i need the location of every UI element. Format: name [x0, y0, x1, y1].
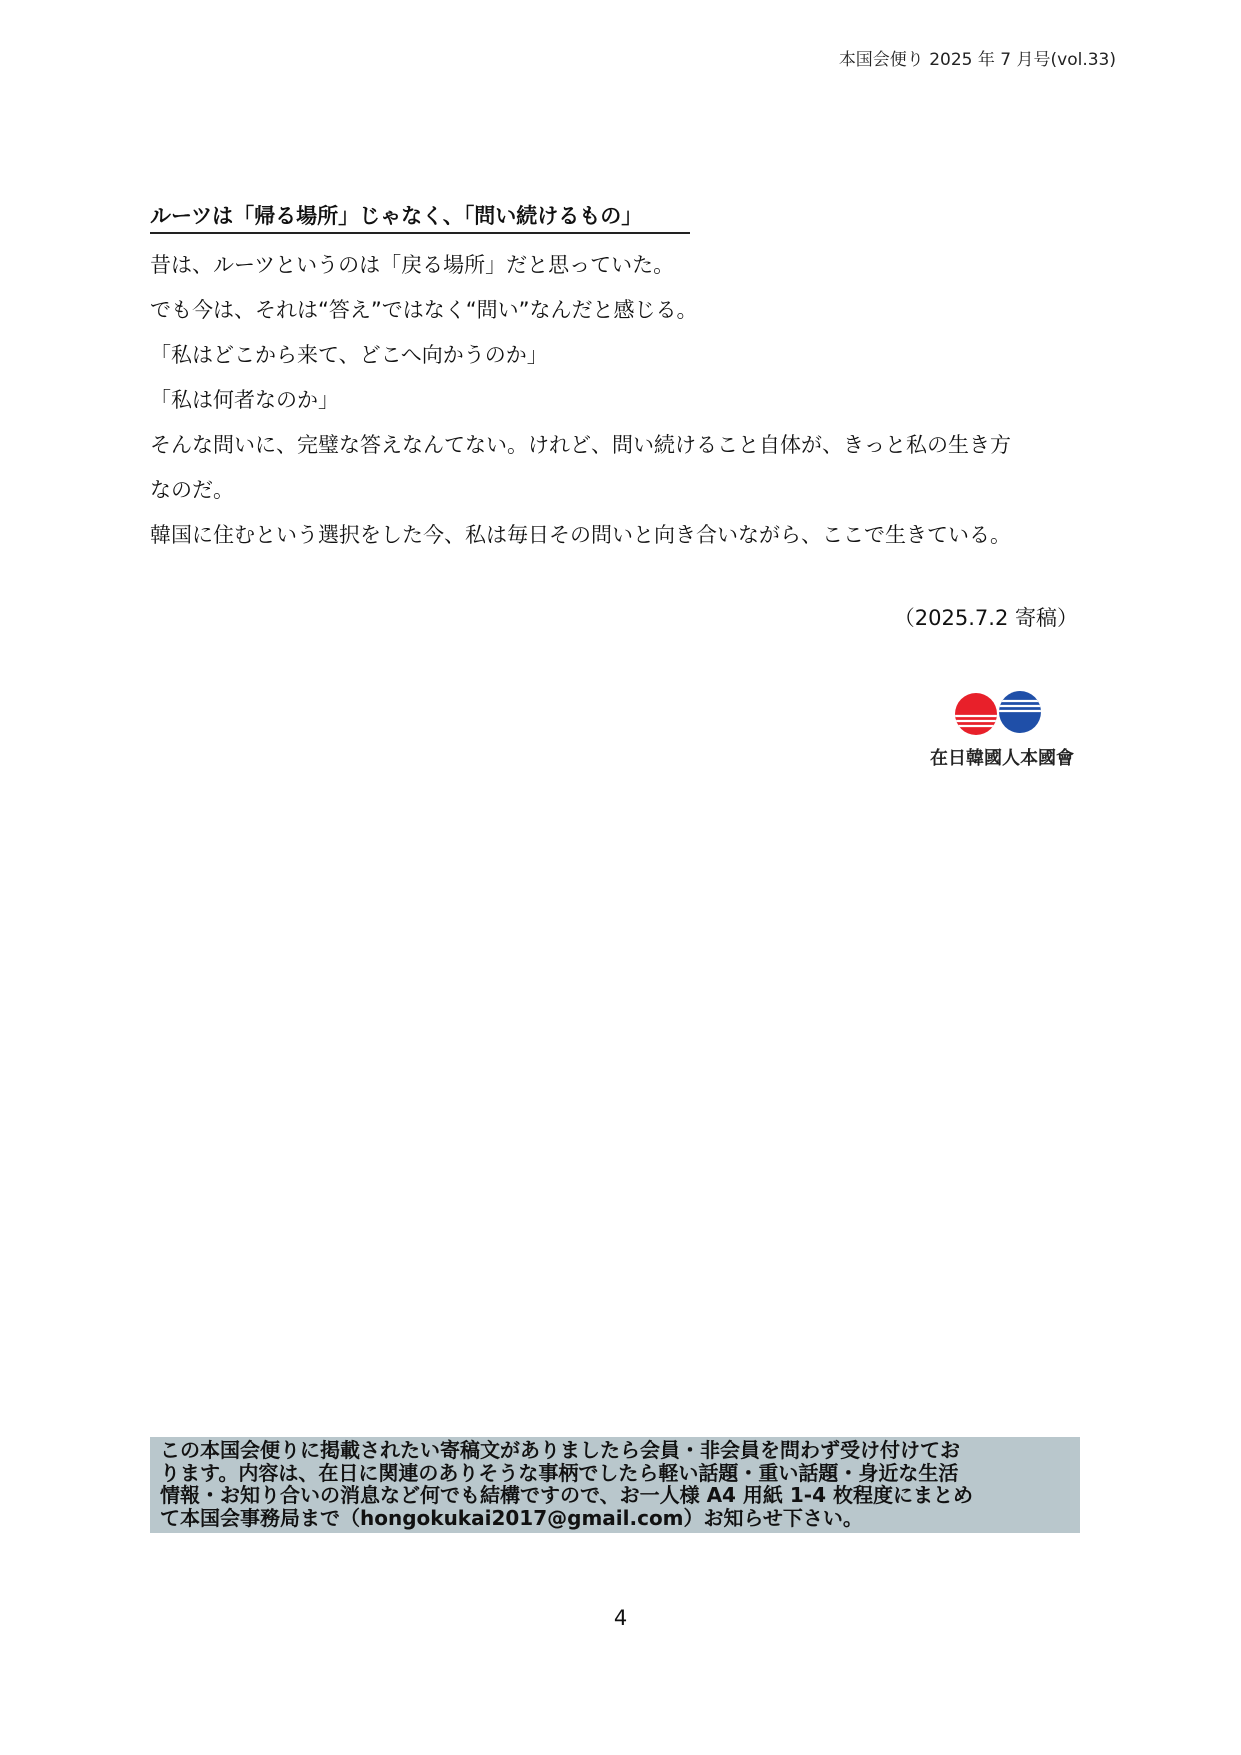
red-circle-icon: [955, 693, 997, 735]
notice-line: 情報・お知り合いの消息など何でも結構ですので、お一人様 A4 用紙 1-4 枚程度にまとめ: [160, 1483, 973, 1507]
page-number: 4: [613, 1606, 628, 1630]
article-line: 韓国に住むという選択をした今、私は毎日その問いと向き合いながら、ここで生きている。: [150, 523, 1011, 547]
notice-line: ります。内容は、在日に関連のありそうな事柄でしたら軽い話題・重い話題・身近な生活: [160, 1460, 959, 1485]
article-title: ルーツは「帰る場所」じゃなく、「問い続けるもの」: [150, 200, 690, 234]
notice-line: この本国会便りに掲載されたい寄稿文がありましたら会員・非会員を問わず受け付けてお: [160, 1438, 960, 1462]
organization-name: 在日韓國人本國會: [930, 748, 1074, 769]
article-line: なのだ。: [150, 478, 234, 502]
logo-emblem-icon: [952, 690, 1052, 738]
article-line: でも今は、それは“答え”ではなく“問い”なんだと感じる。: [150, 298, 698, 322]
publication-header: 本国会便り 2025 年 7 月号(vol.33): [838, 50, 1116, 70]
contribution-date: （2025.7.2 寄稿）: [893, 606, 1078, 630]
organization-logo: [920, 690, 1090, 770]
article-line: 「私は何者なのか」: [150, 388, 339, 412]
article-line: そんな問いに、完璧な答えなんてない。けれど、問い続けること自体が、きっと私の生き方: [150, 433, 1011, 457]
article-line: 昔は、ルーツというのは「戻る場所」だと思っていた。: [150, 253, 675, 277]
article-line: 「私はどこから来て、どこへ向かうのか」: [150, 343, 548, 367]
submission-notice: [150, 1437, 1080, 1533]
notice-line: て本国会事務局まで（hongokukai2017@gmail.com）お知らせ下さい。: [160, 1505, 863, 1530]
article-body: [150, 243, 1100, 558]
